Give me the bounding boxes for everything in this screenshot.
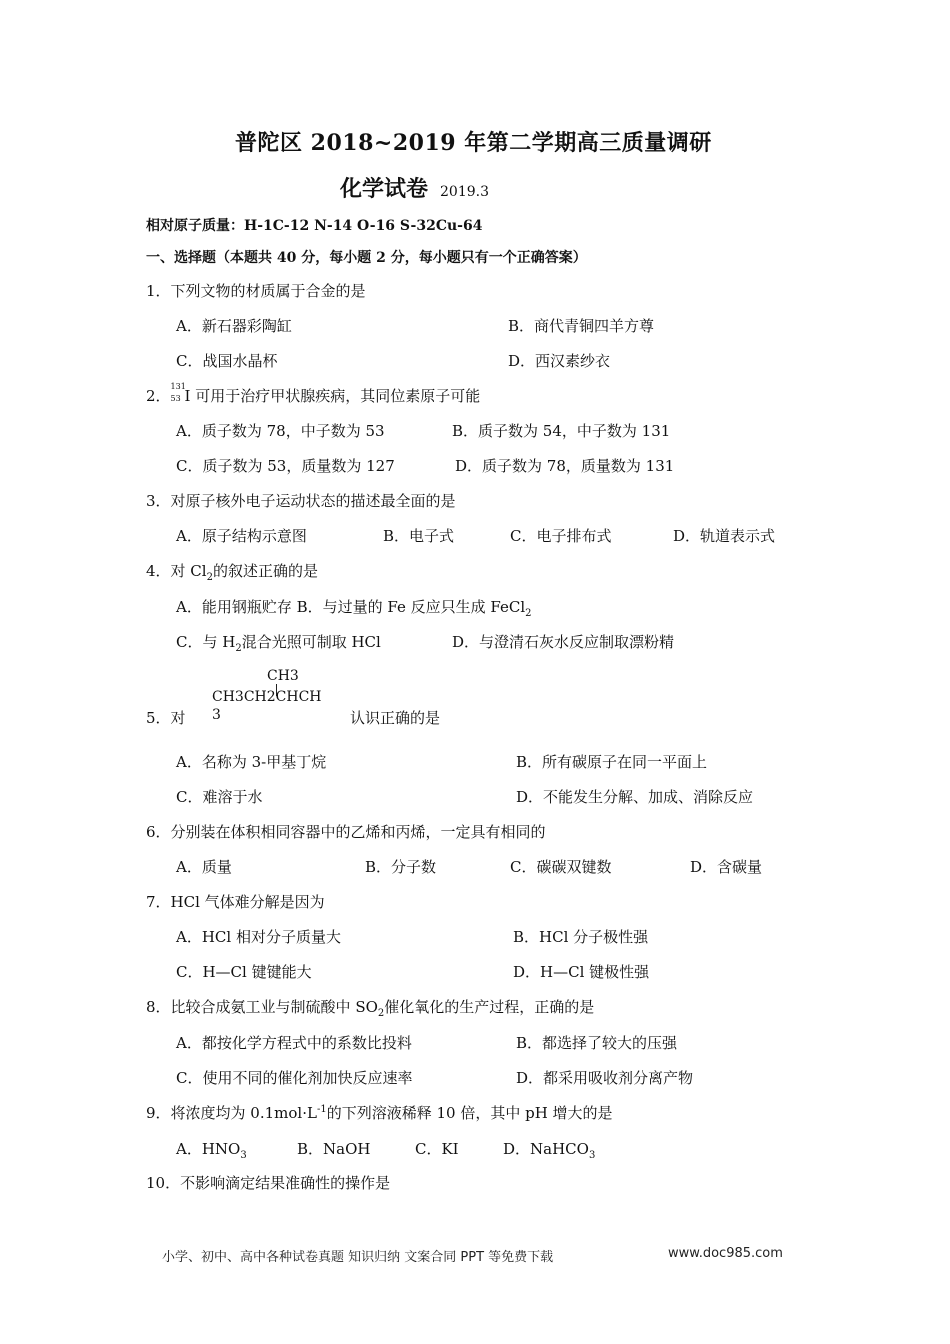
q2-number: 2． [146,387,171,405]
q1-option-c: C．战国水晶杯 [176,352,278,370]
question-6: 6．分别装在体积相同容器中的乙烯和丙烯，一定具有相同的 [146,823,546,841]
question-2 [146,382,481,406]
q4-options-ab [176,596,532,619]
q3-option-d: D．轨道表示式 [673,527,776,545]
isotope-notation [170,382,186,404]
q4-option-b-subscript: 2 [525,608,532,619]
footer-text: 小学、初中、高中各种试卷真题 知识归纳 文案合同 PPT 等免费下载 [162,1250,554,1265]
q9-stem-end: 的下列溶液稀释 10 倍，其中 pH 增大的是 [326,1104,613,1122]
q3-option-a: A．原子结构示意图 [176,527,307,545]
q8-option-c: C．使用不同的催化剂加快反应速率 [176,1069,413,1087]
q8-option-d: D．都采用吸收剂分离产物 [516,1069,694,1087]
q1-option-b: B．商代青铜四羊方尊 [508,317,655,335]
q9-option-b: B．NaOH [297,1140,371,1158]
q4-stem-start: 4．对 Cl [146,562,207,580]
exam-date: 2019.3 [440,184,490,200]
q9-option-a [176,1138,247,1161]
q4-option-c [176,631,381,654]
q3-option-b: B．电子式 [383,527,455,545]
page-title: 普陀区 2018~2019 年第二学期高三质量调研 [235,130,712,156]
q5-option-b: B．所有碳原子在同一平面上 [516,753,708,771]
q9-option-c: C．KI [415,1140,459,1158]
atomic-masses: 相对原子质量：H-1C-12 N-14 O-16 S-32Cu-64 [146,218,483,234]
question-3: 3．对原子核外电子运动状态的描述最全面的是 [146,492,456,510]
q6-option-c: C．碳碳双键数 [510,858,612,876]
q9-option-d-text: D．NaHCO [503,1140,589,1158]
isotope-atomic-number: 53 [170,394,181,403]
q9-option-d [503,1138,595,1161]
q6-option-b: B．分子数 [365,858,437,876]
question-8 [146,996,594,1019]
q9-stem-start: 9．将浓度均为 0.1mol·L [146,1104,317,1122]
q8-option-b: B．都选择了较大的压强 [516,1034,678,1052]
q2-option-b: B．质子数为 54，中子数为 131 [452,422,671,440]
q5-option-d: D．不能发生分解、加成、消除反应 [516,788,754,806]
isotope-mass: 131 [170,382,186,391]
q3-option-c: C．电子排布式 [510,527,612,545]
q9-option-d-subscript: 3 [588,1150,596,1161]
q7-option-d: D．H—Cl 键极性强 [513,963,650,981]
subtitle-line [340,172,489,203]
q6-option-d: D．含碳量 [690,858,763,876]
footer-link[interactable]: www.doc985.com [668,1246,783,1261]
q2-option-c: C．质子数为 53，质量数为 127 [176,457,395,475]
q9-option-a-subscript: 3 [240,1150,247,1161]
q8-subscript: 2 [377,1008,385,1019]
q7-option-b: B．HCl 分子极性强 [513,928,649,946]
q4-stem-end: 的叙述正确的是 [212,562,318,580]
q2-option-a: A．质子数为 78，中子数为 53 [176,422,385,440]
q5-stem-end: 认识正确的是 [350,709,441,727]
structure-branch: CH3 [267,668,299,684]
q4-option-d: D．与澄清石灰水反应制取漂粉精 [452,633,675,651]
question-1: 1．下列文物的材质属于合金的是 [146,282,366,300]
question-4 [146,560,318,583]
q4-option-c-subscript: 2 [235,643,242,654]
q1-option-d: D．西汉素纱衣 [508,352,611,370]
question-10: 10．不影响滴定结果准确性的操作是 [146,1174,391,1192]
q4-option-a: A．能用钢瓶贮存 [176,598,292,616]
q8-stem-end: 催化氧化的生产过程，正确的是 [384,998,595,1016]
q4-option-b-text: B．与过量的 Fe 反应只生成 FeCl [296,598,526,616]
q5-option-c: C．难溶于水 [176,788,263,806]
q1-option-a: A．新石器彩陶缸 [176,317,292,335]
q2-stem: I 可用于治疗甲状腺疾病，其同位素原子可能 [184,387,481,405]
q4-option-c-start: C．与 H [176,633,236,651]
subtitle: 化学试卷 [340,176,429,202]
q5-stem-start: 5．对 [146,709,186,727]
q5-option-a: A．名称为 3-甲基丁烷 [176,753,327,771]
q2-option-d: D．质子数为 78，质量数为 131 [455,457,675,475]
q7-option-a: A．HCl 相对分子质量大 [176,928,341,946]
structure-main-chain: CH3CH2CHCH [212,689,322,705]
question-7: 7．HCl 气体难分解是因为 [146,893,325,911]
question-9 [146,1102,613,1123]
q9-superscript: -1 [316,1104,327,1115]
q4-subscript: 2 [206,572,213,583]
q7-option-c: C．H—Cl 键键能大 [176,963,312,981]
q4-option-c-end: 混合光照可制取 HCl [241,633,381,651]
q8-option-a: A．都按化学方程式中的系数比投料 [176,1034,412,1052]
q4-option-b [296,598,532,619]
q9-option-a-text: A．HNO [176,1140,241,1158]
q6-option-a: A．质量 [176,858,232,876]
section-heading: 一、选择题（本题共 40 分，每小题 2 分，每小题只有一个正确答案） [146,250,587,266]
structure-terminal: 3 [212,707,221,723]
q8-stem-start: 8．比较合成氨工业与制硫酸中 SO [146,998,378,1016]
